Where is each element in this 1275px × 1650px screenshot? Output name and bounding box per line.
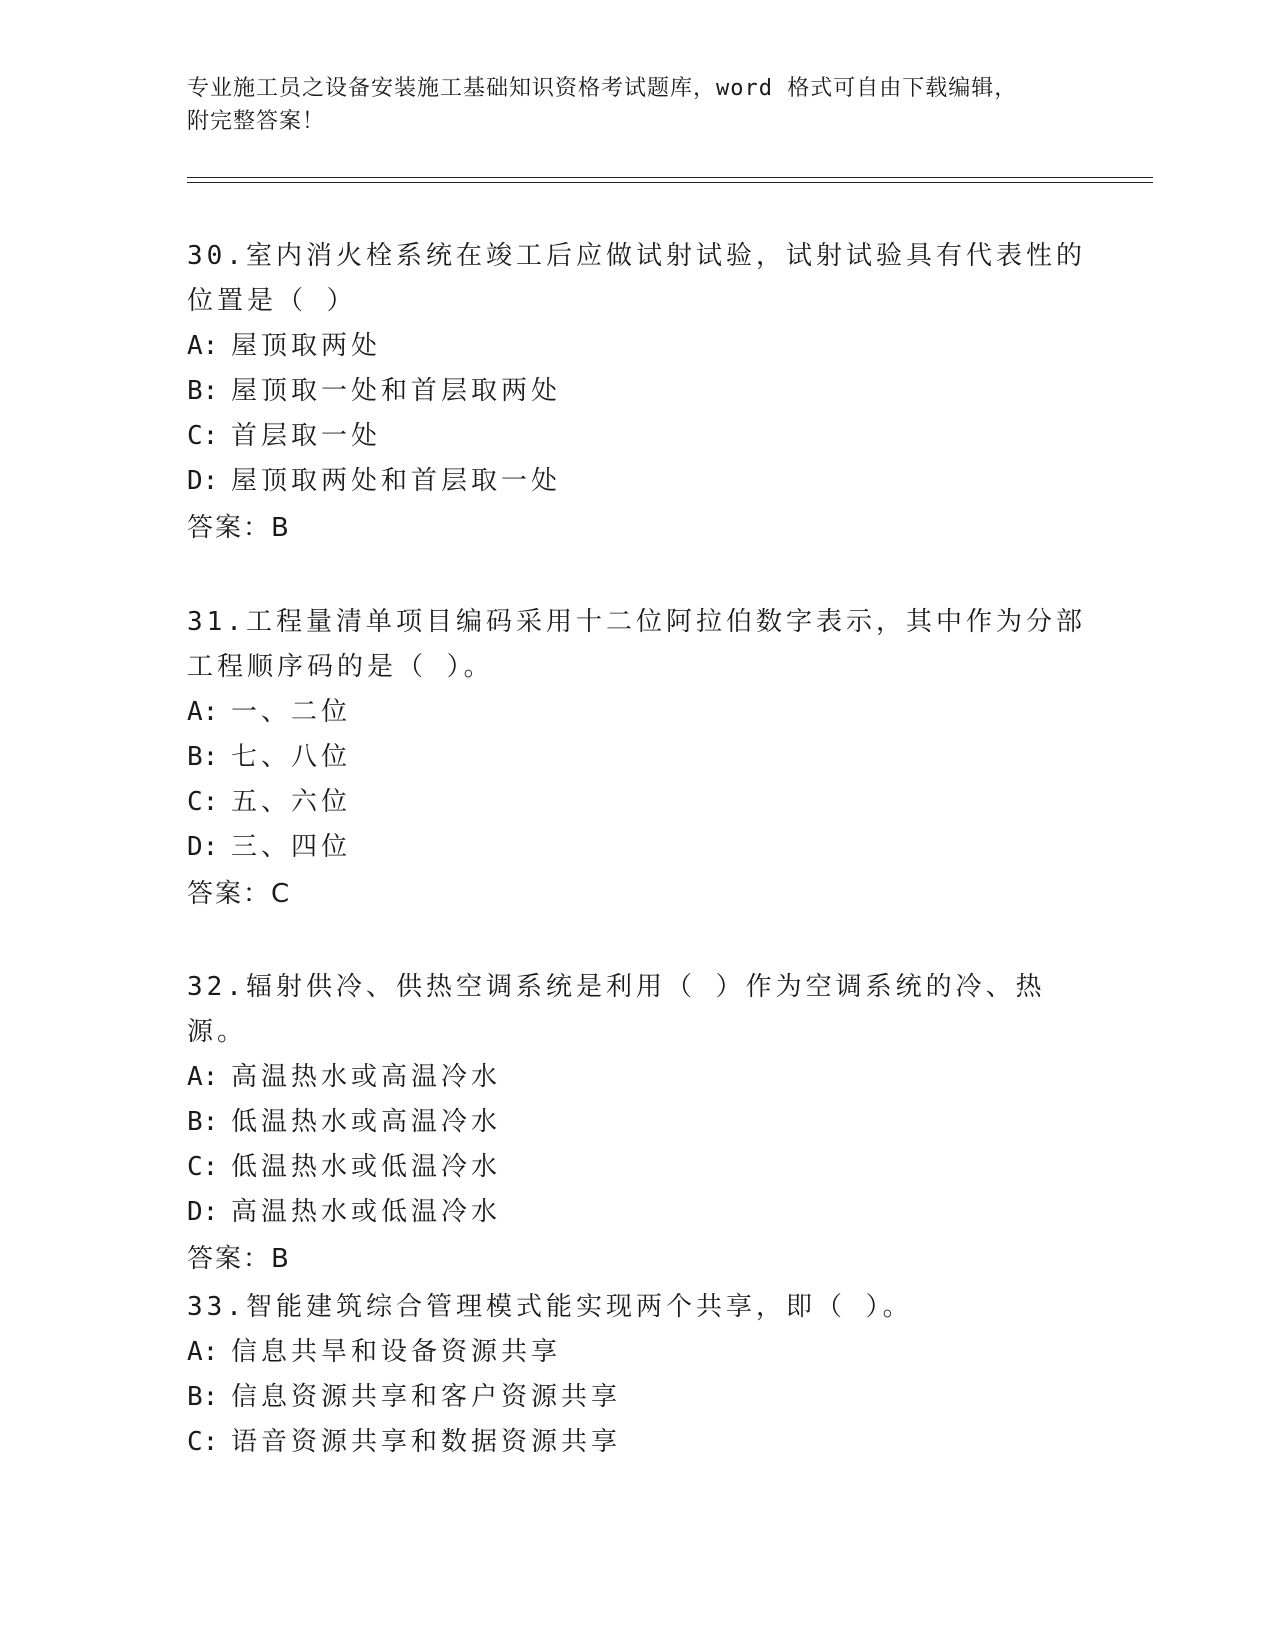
option-a bbox=[187, 690, 1087, 735]
header-line-1: 专业施工员之设备安装施工基础知识资格考试题库，word 格式可自由下载编辑， bbox=[187, 76, 1018, 101]
option-text: 首层取一处 bbox=[231, 421, 382, 451]
header-divider-bottom bbox=[187, 182, 1153, 183]
option-text: 高温热水或高温冷水 bbox=[231, 1062, 502, 1092]
option-text: 三、四位 bbox=[231, 832, 352, 862]
option-d bbox=[187, 459, 1087, 504]
option-b bbox=[187, 369, 1087, 414]
option-letter: B: bbox=[187, 1382, 219, 1412]
option-letter: C: bbox=[187, 421, 219, 451]
option-b bbox=[187, 1100, 1087, 1145]
option-text: 低温热水或高温冷水 bbox=[231, 1107, 502, 1137]
option-text: 屋顶取一处和首层取两处 bbox=[231, 376, 562, 406]
option-a bbox=[187, 1055, 1087, 1100]
document-header bbox=[187, 72, 1087, 138]
option-b bbox=[187, 1375, 1087, 1420]
option-letter: D: bbox=[187, 1197, 219, 1227]
option-letter: C: bbox=[187, 1427, 219, 1457]
option-text: 屋顶取两处和首层取一处 bbox=[231, 466, 562, 496]
option-text: 低温热水或低温冷水 bbox=[231, 1152, 502, 1182]
question-title: 30.室内消火栓系统在竣工后应做试射试验，试射试验具有代表性的位置是（ ） bbox=[187, 241, 1086, 316]
option-letter: B: bbox=[187, 1107, 219, 1137]
option-text: 语音资源共享和数据资源共享 bbox=[231, 1427, 622, 1457]
option-text: 信息共旱和设备资源共享 bbox=[231, 1337, 562, 1367]
option-text: 信息资源共享和客户资源共享 bbox=[231, 1382, 622, 1412]
question-32 bbox=[187, 965, 1087, 1283]
option-c bbox=[187, 780, 1087, 825]
answer: 答案：B bbox=[187, 513, 291, 543]
question-title: 31.工程量清单项目编码采用十二位阿拉伯数字表示，其中作为分部工程顺序码的是（ ）。 bbox=[187, 607, 1086, 682]
option-letter: B: bbox=[187, 376, 219, 406]
question-31 bbox=[187, 600, 1087, 918]
option-letter: C: bbox=[187, 787, 219, 817]
option-letter: A: bbox=[187, 697, 219, 727]
option-c bbox=[187, 414, 1087, 459]
header-divider-top bbox=[187, 177, 1153, 178]
option-text: 五、六位 bbox=[231, 787, 352, 817]
option-text: 屋顶取两处 bbox=[231, 331, 382, 361]
option-letter: D: bbox=[187, 832, 219, 862]
option-a bbox=[187, 1330, 1087, 1375]
option-b bbox=[187, 735, 1087, 780]
question-33 bbox=[187, 1285, 1087, 1465]
option-letter: C: bbox=[187, 1152, 219, 1182]
option-letter: D: bbox=[187, 466, 219, 496]
option-text: 一、二位 bbox=[231, 697, 352, 727]
option-letter: A: bbox=[187, 331, 219, 361]
answer: 答案：B bbox=[187, 1244, 291, 1274]
option-a bbox=[187, 324, 1087, 369]
question-30 bbox=[187, 234, 1087, 552]
option-letter: B: bbox=[187, 742, 219, 772]
option-text: 七、八位 bbox=[231, 742, 352, 772]
header-line-2: 附完整答案！ bbox=[187, 109, 326, 134]
option-letter: A: bbox=[187, 1337, 219, 1367]
option-c bbox=[187, 1420, 1087, 1465]
question-title: 33.智能建筑综合管理模式能实现两个共享，即（ ）。 bbox=[187, 1292, 913, 1322]
option-d bbox=[187, 1190, 1087, 1235]
question-title: 32.辐射供冷、供热空调系统是利用（ ）作为空调系统的冷、热源。 bbox=[187, 972, 1046, 1047]
answer: 答案：C bbox=[187, 879, 292, 909]
option-text: 高温热水或低温冷水 bbox=[231, 1197, 502, 1227]
option-c bbox=[187, 1145, 1087, 1190]
option-d bbox=[187, 825, 1087, 870]
option-letter: A: bbox=[187, 1062, 219, 1092]
